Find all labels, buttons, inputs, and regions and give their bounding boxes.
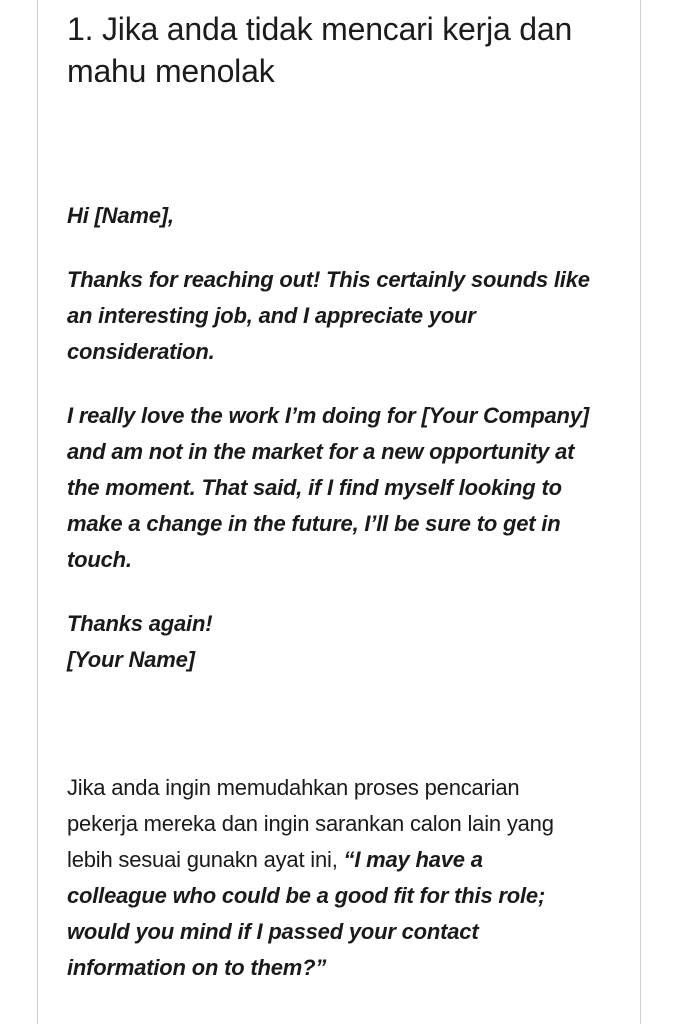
closing-quote-start: “I may have a <box>343 847 483 872</box>
closing-quote-line: would you mind if I passed your contact <box>67 919 479 944</box>
letter-signoff-name: [Your Name] <box>67 647 195 672</box>
closing-quote-line: colleague who could be a good fit for this role; <box>67 883 546 908</box>
article-card <box>37 0 641 1024</box>
section-heading <box>67 8 627 92</box>
closing-quote-line: information on to them?” <box>67 955 327 980</box>
heading-line-1: 1. Jika anda tidak mencari kerja dan <box>67 11 573 47</box>
letter-paragraph-2-line: I really love the work I’m doing for [Your Company] <box>67 403 589 428</box>
letter-signoff <box>67 606 627 678</box>
closing-line-plain: lebih sesuai gunakn ayat ini, <box>67 847 344 872</box>
letter-paragraph-2-line: touch. <box>67 547 132 572</box>
letter-greeting: Hi [Name], <box>67 203 174 228</box>
closing-paragraph <box>67 770 627 986</box>
page-margin-left <box>0 0 37 1024</box>
letter-paragraph-2-line: make a change in the future, I’ll be sure to get in <box>67 511 561 536</box>
letter-paragraph-2-line: the moment. That said, if I find myself looking to <box>67 475 562 500</box>
letter-paragraph-1-line: Thanks for reaching out! This certainly sounds like <box>67 267 590 292</box>
closing-line: Jika anda ingin memudahkan proses pencarian <box>67 775 520 800</box>
letter-signoff-thanks: Thanks again! <box>67 611 213 636</box>
letter-paragraph-1-line: consideration. <box>67 339 215 364</box>
closing-line: pekerja mereka dan ingin sarankan calon lain yang <box>67 811 554 836</box>
closing-line <box>67 842 627 878</box>
letter-paragraph-2-line: and am not in the market for a new opportunity at <box>67 439 575 464</box>
letter-paragraph-1 <box>67 262 627 370</box>
letter-paragraph-1-line: an interesting job, and I appreciate your <box>67 303 476 328</box>
heading-line-2: mahu menolak <box>67 53 275 89</box>
letter-paragraph-2 <box>67 398 627 578</box>
page-margin-right <box>642 0 680 1024</box>
